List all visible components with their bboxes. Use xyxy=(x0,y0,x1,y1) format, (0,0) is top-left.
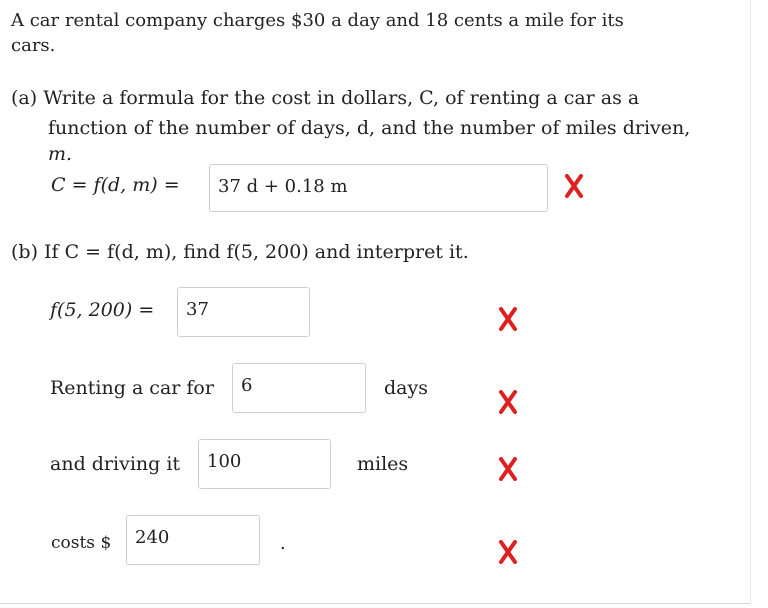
intro-line-2: cars. xyxy=(11,35,56,56)
miles-unit: miles xyxy=(357,453,409,475)
renting-label: Renting a car for xyxy=(50,377,214,399)
incorrect-x-icon xyxy=(498,307,518,331)
cost-input[interactable]: 240 xyxy=(126,515,260,565)
miles-input[interactable]: 100 xyxy=(198,439,331,489)
formula-answer-input[interactable]: 37 d + 0.18 m xyxy=(209,164,548,212)
incorrect-x-icon xyxy=(564,174,584,198)
part-a-prompt-line-3: m. xyxy=(48,143,73,165)
part-a-prompt-line-1: (a) Write a formula for the cost in dollars, C, of renting a car as a xyxy=(11,87,640,109)
days-unit: days xyxy=(384,377,428,399)
days-input[interactable]: 6 xyxy=(232,363,366,413)
part-b-prompt: (b) If C = f(d, m), find f(5, 200) and interpret it. xyxy=(11,241,469,263)
driving-label: and driving it xyxy=(50,453,181,475)
incorrect-x-icon xyxy=(498,540,518,564)
incorrect-x-icon xyxy=(498,457,518,481)
incorrect-x-icon xyxy=(498,390,518,414)
costs-label: costs $ xyxy=(51,533,112,553)
sentence-period: . xyxy=(280,533,286,554)
intro-line-1: A car rental company charges $30 a day and 18 cents a mile for its xyxy=(11,10,624,31)
eval-label: f(5, 200) = xyxy=(50,299,155,321)
eval-answer-input[interactable]: 37 xyxy=(177,287,310,337)
formula-label: C = f(d, m) = xyxy=(51,174,180,196)
problem-statement xyxy=(11,8,711,58)
part-a-prompt-line-2: function of the number of days, d, and the number of miles driven, xyxy=(48,117,691,139)
